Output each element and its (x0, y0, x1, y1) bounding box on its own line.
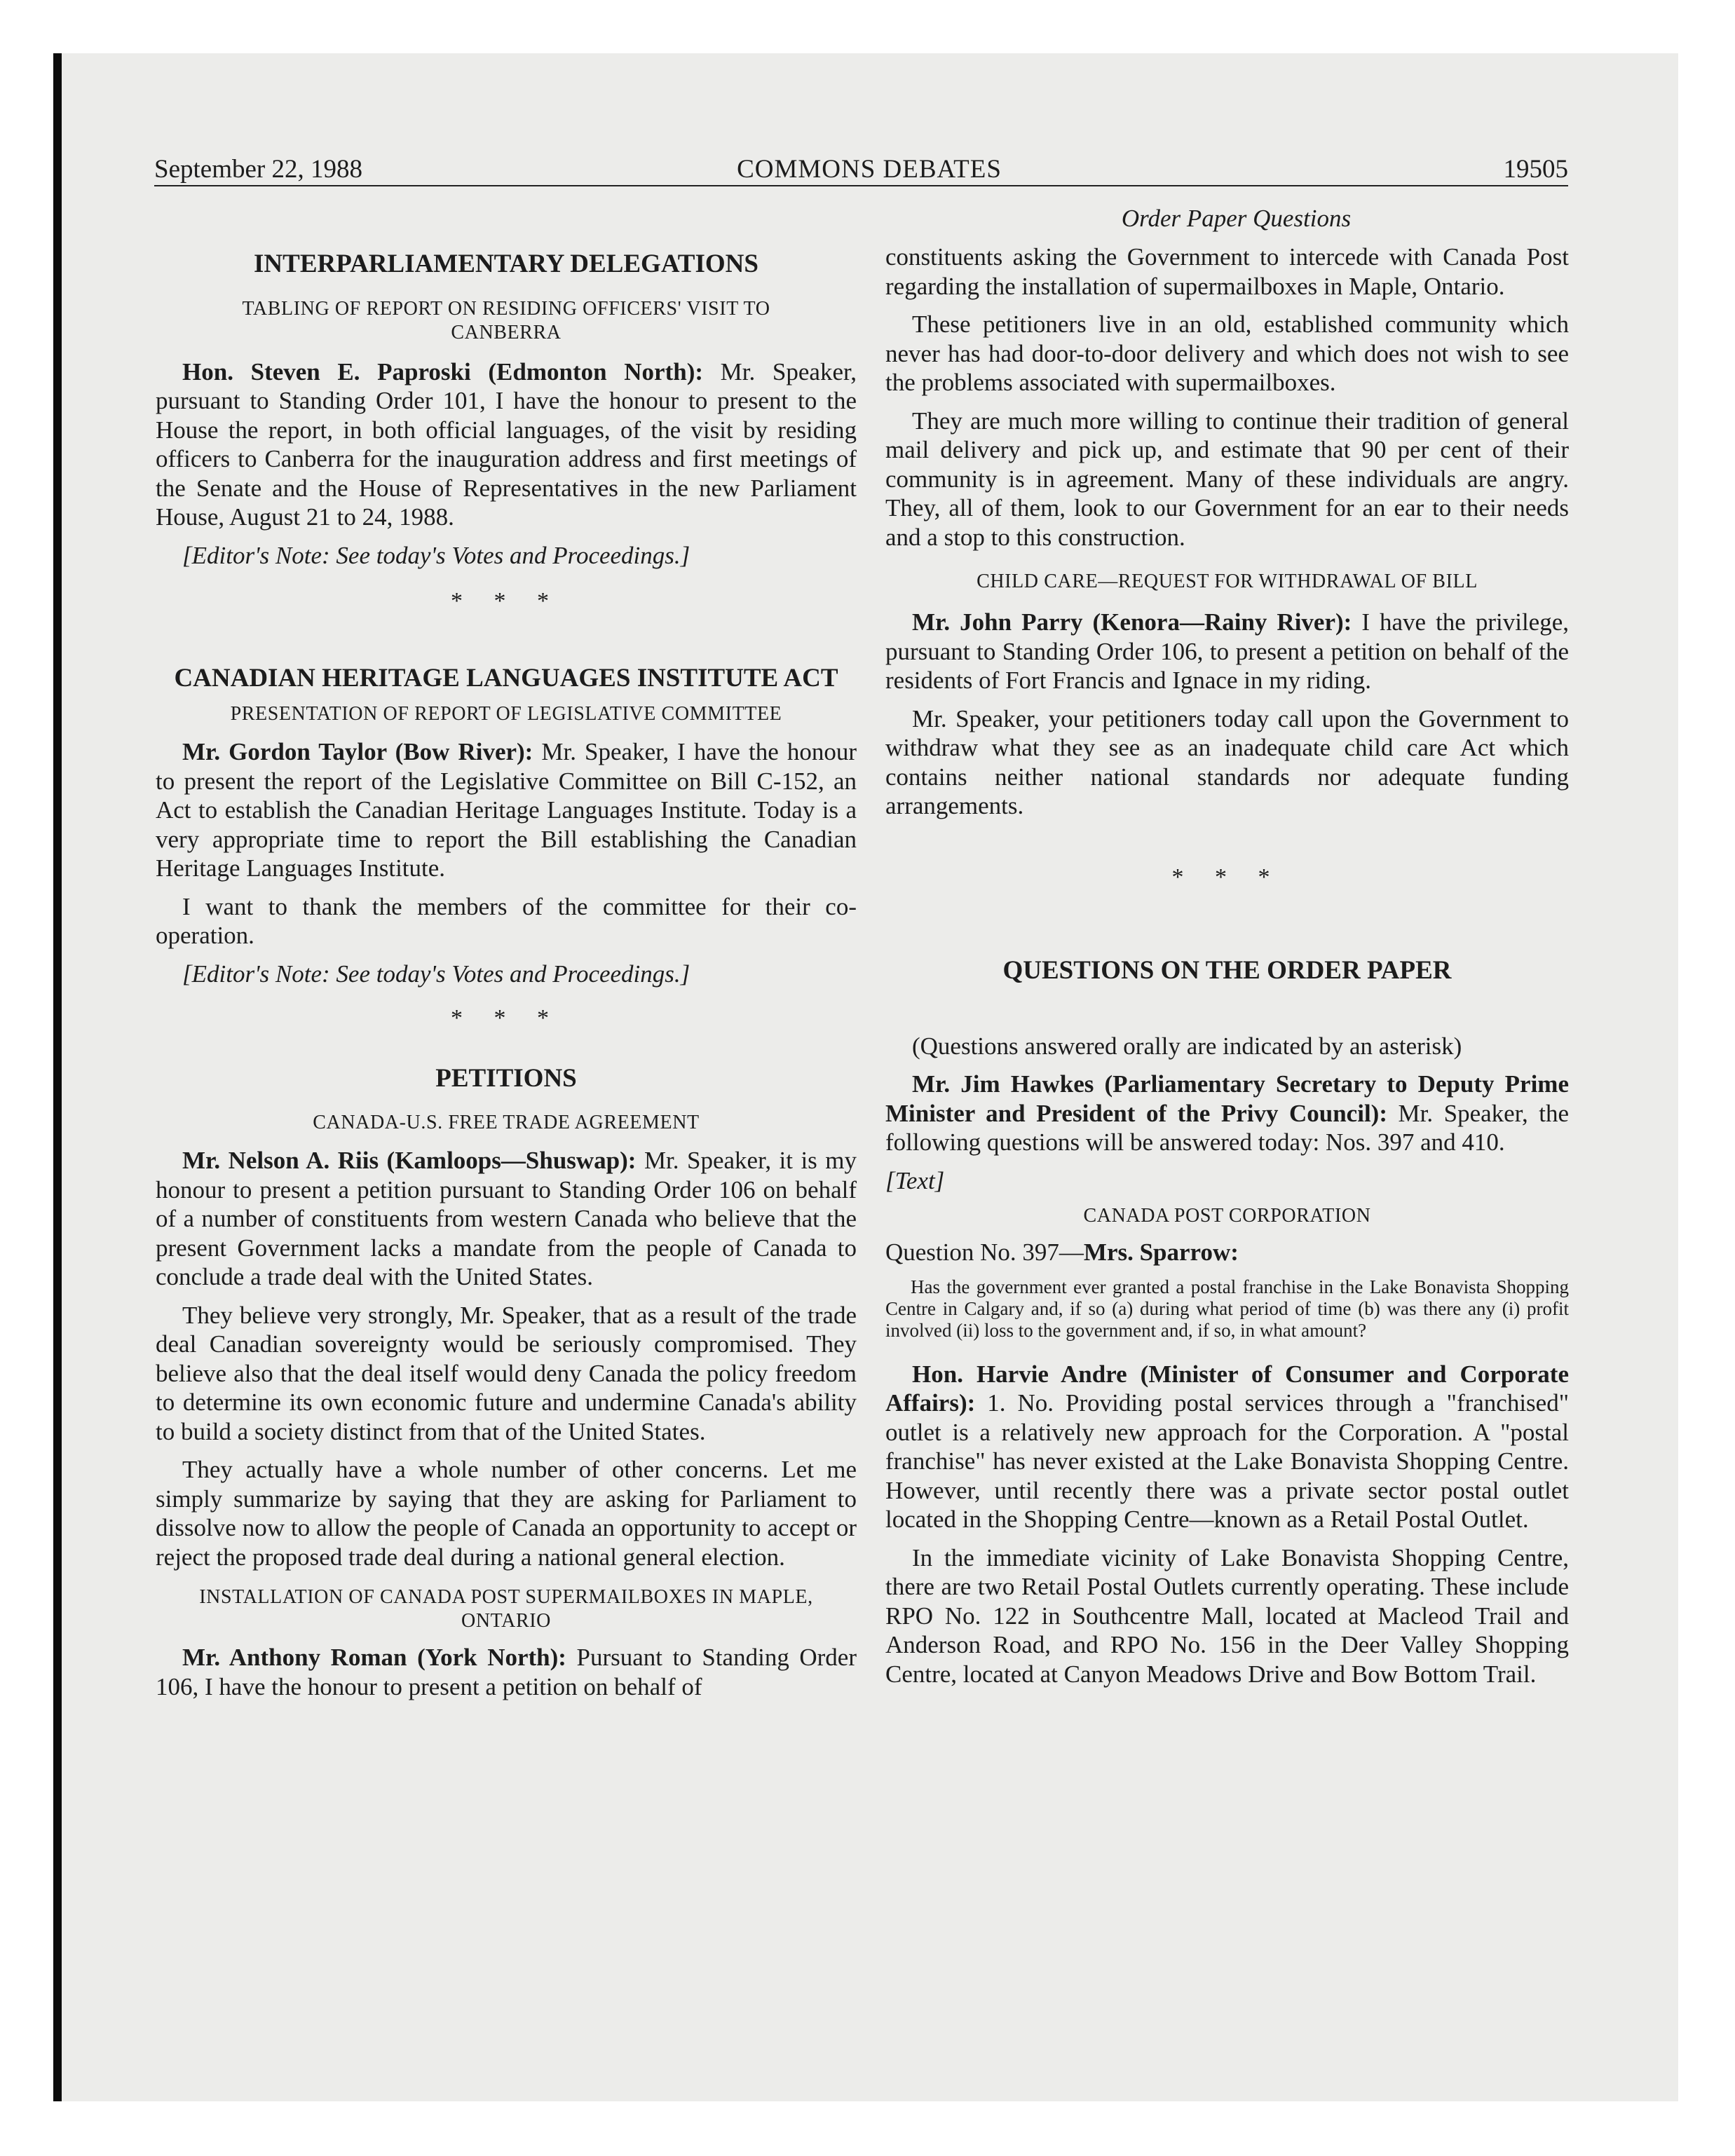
speech-text: Mr. Speaker, it is my honour to present a petition pursuant to Standing Order 106 on behalf of a number of constituents from western Canada who believe that the present Government lacks a mandate from the people of Canada to conclude a trade deal with the United States. (156, 1147, 857, 1290)
paragraph: Mr. Speaker, your petitioners today call upon the Government to withdraw what they see as an inadequate child care Act which contains neither national standards nor adequate funding arrangements. (885, 704, 1569, 819)
speech-text: 1. No. Providing postal services through a "franchised" outlet is a relatively new approach for the Corporation. A "postal franchise" has never existed at the Lake Bonavista Shopping Centre. However, until recently there was a private sector postal outlet located in the Shopping Centre—known as a Retail Postal Outlet. (885, 1389, 1569, 1533)
section-subtitle-trade: CANADA-U.S. FREE TRADE AGREEMENT (313, 1112, 700, 1133)
paragraph: They are much more willing to continue their tradition of general mail delivery and pick up, and estimate that 90 per cent of their community is in agreement. Many of these individuals are angry. They, all of them, look to our Government for an ear to their needs and a stop to this construction. (885, 407, 1569, 551)
section-title-questions: QUESTIONS ON THE ORDER PAPER (1002, 956, 1452, 985)
header-page-number: 19505 (1503, 155, 1568, 184)
section-subtitle-mailboxes: INSTALLATION OF CANADA POST SUPERMAILBOXES IN MAPLE, ONTARIO (199, 1586, 813, 1632)
paragraph (156, 357, 857, 532)
paragraph (156, 1146, 857, 1292)
section-divider: * * * (451, 588, 562, 614)
speaker-name: Mr. Anthony Roman (York North): (182, 1644, 566, 1671)
header-date: September 22, 1988 (154, 155, 362, 184)
section-divider: * * * (451, 1005, 562, 1031)
editors-note: [Editor's Note: See today's Votes and Proceedings.] (182, 960, 690, 988)
speech-text: I have the privilege, pursuant to Standing Order 106, to present a petition on behalf of the residents of Fort Francis and Ignace in my riding. (885, 608, 1569, 694)
editors-note: [Editor's Note: See today's Votes and Proceedings.] (182, 541, 690, 569)
question-asker: Mrs. Sparrow: (1083, 1239, 1239, 1266)
question-heading (885, 1238, 1569, 1267)
section-subtitle-canberra: TABLING OF REPORT ON RESIDING OFFICERS' VISIT TO CANBERRA (242, 297, 770, 343)
header-rule (154, 185, 1568, 186)
speech-text: Mr. Speaker, pursuant to Standing Order 101, I have the honour to present to the House the report, in both official languages, of the visit by residing officers to Canberra for the inauguration address and first meetings of the Senate and the House of Representatives in the new Parliament House, August 21 to 24, 1988. (156, 357, 857, 531)
running-head: Order Paper Questions (1121, 205, 1352, 232)
asterisk-note: (Questions answered orally are indicated by an asterisk) (912, 1032, 1462, 1060)
section-title-petitions: PETITIONS (435, 1063, 577, 1093)
paragraph (885, 1070, 1569, 1157)
speech-text: Mr. Speaker, the following questions will be answered today: Nos. 397 and 410. (885, 1099, 1569, 1156)
question-label: Question No. 397— (885, 1239, 1084, 1266)
section-subtitle-committee: PRESENTATION OF REPORT OF LEGISLATIVE COMMITTEE (230, 703, 782, 725)
speech-text: Pursuant to Standing Order 106, I have the honour to present a petition on behalf of (156, 1644, 857, 1700)
speaker-name: Mr. John Parry (Kenora—Rainy River): (912, 608, 1352, 636)
speech-text: Mr. Speaker, I have the honour to present the report of the Legislative Committee on Bill C-152, an Act to establish the Canadian Heritage Languages Institute. Today is a very appropriate time to report the Bill establishing the Canadian Heritage Languages Institute. (156, 738, 857, 882)
question-text: Has the government ever granted a postal franchise in the Lake Bonavista Shopping Centre in Calgary and, if so (a) during what period of time (b) was there any (i) profit involved (ii) loss to the government and, if so, in what amount? (885, 1276, 1569, 1341)
speaker-name: Hon. Steven E. Paproski (Edmonton North): (182, 357, 703, 386)
section-title-delegations: INTERPARLIAMENTARY DELEGATIONS (254, 250, 758, 278)
left-column (156, 243, 857, 1710)
paragraph: In the immediate vicinity of Lake Bonavista Shopping Centre, there are two Retail Postal Outlets currently operating. These include RPO No. 122 in Southcentre Mall, located at Macleod Trail and Anderson Road, and RPO No. 156 in the Deer Valley Shopping Centre, located at Canyon Meadows Drive and Bow Bottom Trail. (885, 1543, 1569, 1688)
paragraph: These petitioners live in an old, established community which never has had door-to-door delivery and which does not wish to see the problems associated with supermailboxes. (885, 311, 1569, 396)
paragraph: I want to thank the members of the committee for their co-operation. (156, 892, 857, 949)
speaker-name: Mr. Gordon Taylor (Bow River): (182, 738, 533, 765)
paragraph (156, 1643, 857, 1701)
section-subtitle-childcare: CHILD CARE—REQUEST FOR WITHDRAWAL OF BILL (977, 571, 1478, 592)
paragraph (885, 608, 1569, 695)
paragraph: They actually have a whole number of other concerns. Let me simply summarize by saying that they are asking for Parliament to dissolve now to allow the people of Canada an opportunity to accept or reject the proposed trade deal during a national general election. (156, 1456, 857, 1571)
text-marker: [Text] (885, 1166, 945, 1194)
speaker-name: Mr. Nelson A. Riis (Kamloops—Shuswap): (182, 1147, 637, 1174)
speaker-name: Mr. Jim Hawkes (Parliamentary Secretary to Deputy Prime Minister and President of the Privy Council): (885, 1070, 1569, 1127)
scan-edge (53, 53, 62, 2101)
section-divider: * * * (1171, 864, 1283, 890)
section-title-heritage: CANADIAN HERITAGE LANGUAGES INSTITUTE ACT (174, 663, 838, 692)
header-title: COMMONS DEBATES (737, 155, 1002, 184)
right-column (885, 243, 1569, 1698)
paragraph: constituents asking the Government to intercede with Canada Post regarding the installation of supermailboxes in Maple, Ontario. (885, 243, 1569, 300)
paragraph (885, 1360, 1569, 1534)
paragraph (156, 737, 857, 883)
paragraph: They believe very strongly, Mr. Speaker, that as a result of the trade deal Canadian sovereignty would be seriously compromised. They believe also that the deal itself would deny Canada the policy freedom to determine its own economic future and undermine Canada's ability to build a society distinct from that of the United States. (156, 1301, 857, 1445)
speaker-name: Hon. Harvie Andre (Minister of Consumer and Corporate Affairs): (885, 1360, 1569, 1417)
section-subtitle-canada-post: CANADA POST CORPORATION (1083, 1205, 1371, 1227)
